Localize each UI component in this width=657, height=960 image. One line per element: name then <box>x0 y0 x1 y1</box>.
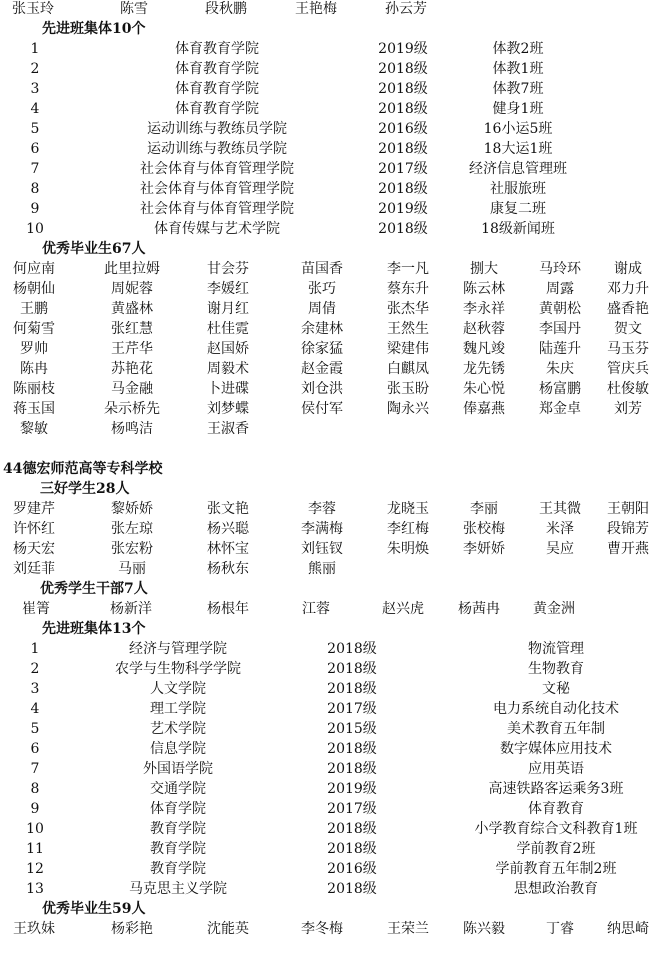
person-name: 张杰华 <box>387 301 429 317</box>
person-name: 马玉芬 <box>607 341 649 357</box>
name-row <box>0 399 657 419</box>
person-name: 张玉玲 <box>12 1 54 17</box>
section-heading: 先进班集体10个 <box>42 21 146 37</box>
person-name: 周露 <box>546 281 574 297</box>
college-name: 体育学院 <box>150 801 206 817</box>
grade-year: 2018级 <box>327 881 377 897</box>
grade-year: 2017级 <box>327 701 377 717</box>
grade-year: 2018级 <box>378 61 428 77</box>
table-row <box>0 199 657 219</box>
college-name: 经济与管理学院 <box>129 641 227 657</box>
person-name: 张红慧 <box>111 321 153 337</box>
person-name: 米泽 <box>546 521 574 537</box>
table-row <box>0 179 657 199</box>
class-name: 体育教育 <box>528 801 584 817</box>
row-number: 7 <box>30 161 40 177</box>
name-row <box>0 259 657 279</box>
class-name: 社服旅班 <box>490 181 546 197</box>
person-name: 李丽 <box>470 501 498 517</box>
person-name: 何应南 <box>13 261 55 277</box>
class-name: 生物教育 <box>528 661 584 677</box>
class-name: 16小运5班 <box>483 121 553 137</box>
class-name: 经济信息管理班 <box>469 161 567 177</box>
table-row <box>0 159 657 179</box>
college-name: 教育学院 <box>150 841 206 857</box>
class-name: 学前教育2班 <box>516 841 596 857</box>
section-heading: 优秀毕业生67人 <box>42 241 146 257</box>
person-name: 龙先锈 <box>463 361 505 377</box>
person-name: 朱庆 <box>546 361 574 377</box>
row-number: 1 <box>30 641 40 657</box>
class-name: 思想政治教育 <box>514 881 598 897</box>
row-number: 8 <box>30 181 40 197</box>
class-name: 18大运1班 <box>483 141 553 157</box>
name-row <box>0 919 657 939</box>
person-name: 俸嘉燕 <box>463 401 505 417</box>
person-name: 江蓉 <box>302 601 330 617</box>
person-name: 贺文 <box>614 321 642 337</box>
person-name: 周倩 <box>308 301 336 317</box>
table-row <box>0 139 657 159</box>
person-name: 张文艳 <box>207 501 249 517</box>
person-name: 侯付军 <box>301 401 343 417</box>
class-name: 物流管理 <box>528 641 584 657</box>
grade-year: 2018级 <box>327 841 377 857</box>
class-name: 电力系统自动化技术 <box>493 701 619 717</box>
person-name: 李媛红 <box>207 281 249 297</box>
name-row <box>0 319 657 339</box>
advanced-classes-table-a <box>0 39 657 239</box>
row-number: 9 <box>30 201 40 217</box>
table-row <box>0 859 657 879</box>
row-number: 2 <box>30 61 40 77</box>
graduates-grid-a <box>0 259 657 439</box>
person-name: 周毅术 <box>207 361 249 377</box>
person-name: 杜佳霓 <box>207 321 249 337</box>
college-name: 体育教育学院 <box>175 101 259 117</box>
person-name: 李一凡 <box>387 261 429 277</box>
row-number: 7 <box>30 761 40 777</box>
grade-year: 2017级 <box>378 161 428 177</box>
class-name: 美术教育五年制 <box>507 721 605 737</box>
class-name: 学前教育五年制2班 <box>495 861 617 877</box>
person-name: 朱明焕 <box>387 541 429 557</box>
row-number: 9 <box>30 801 40 817</box>
name-row <box>0 0 657 19</box>
row-number: 6 <box>30 141 40 157</box>
person-name: 刘廷菲 <box>13 561 55 577</box>
grade-year: 2019级 <box>378 201 428 217</box>
college-name: 信息学院 <box>150 741 206 757</box>
person-name: 许怀红 <box>13 521 55 537</box>
grade-year: 2019级 <box>327 781 377 797</box>
section-heading: 优秀学生干部7人 <box>40 581 148 597</box>
school-title: 44德宏师范高等专科学校 <box>3 461 163 477</box>
person-name: 马金融 <box>111 381 153 397</box>
table-row <box>0 779 657 799</box>
class-name: 文秘 <box>542 681 570 697</box>
table-row <box>0 799 657 819</box>
grade-year: 2017级 <box>327 801 377 817</box>
college-name: 社会体育与体育管理学院 <box>140 181 294 197</box>
college-name: 理工学院 <box>150 701 206 717</box>
person-name: 王玖妹 <box>13 921 55 937</box>
person-name: 周妮蓉 <box>111 281 153 297</box>
person-name: 王荣兰 <box>387 921 429 937</box>
grade-year: 2018级 <box>378 181 428 197</box>
person-name: 王淑香 <box>207 421 249 437</box>
college-name: 社会体育与体育管理学院 <box>140 201 294 217</box>
college-name: 交通学院 <box>150 781 206 797</box>
row-number: 10 <box>26 821 44 837</box>
person-name: 王艳梅 <box>295 1 337 17</box>
table-row <box>0 79 657 99</box>
name-row <box>0 359 657 379</box>
row-number: 11 <box>26 841 44 857</box>
name-row <box>0 559 657 579</box>
person-name: 张左琼 <box>111 521 153 537</box>
person-name: 陶永兴 <box>387 401 429 417</box>
person-name: 刘钰钗 <box>301 541 343 557</box>
person-name: 段锦芳 <box>607 521 649 537</box>
grade-year: 2016级 <box>327 861 377 877</box>
person-name: 杨根年 <box>207 601 249 617</box>
row-number: 5 <box>30 721 40 737</box>
row-number: 6 <box>30 741 40 757</box>
table-row <box>0 879 657 899</box>
table-row <box>0 759 657 779</box>
person-name: 黎敏 <box>20 421 48 437</box>
row-number: 8 <box>30 781 40 797</box>
section-heading: 先进班集体13个 <box>42 621 146 637</box>
table-row <box>0 679 657 699</box>
college-name: 人文学院 <box>150 681 206 697</box>
person-name: 刘芳 <box>614 401 642 417</box>
graduates-grid-b <box>0 919 657 939</box>
person-name: 朱心悦 <box>463 381 505 397</box>
person-name: 郑金卓 <box>539 401 581 417</box>
grade-year: 2018级 <box>327 761 377 777</box>
person-name: 黄金洲 <box>533 601 575 617</box>
grade-year: 2019级 <box>378 41 428 57</box>
person-name: 刘仓洪 <box>301 381 343 397</box>
person-name: 杨秋东 <box>207 561 249 577</box>
table-row <box>0 639 657 659</box>
table-row <box>0 59 657 79</box>
college-name: 体育传媒与艺术学院 <box>154 221 280 237</box>
class-name: 体教1班 <box>492 61 544 77</box>
person-name: 熊丽 <box>308 561 336 577</box>
class-name: 18级新闻班 <box>481 221 555 237</box>
person-name: 罗帅 <box>20 341 48 357</box>
person-name: 卜进碟 <box>207 381 249 397</box>
person-name: 陈云林 <box>463 281 505 297</box>
table-row <box>0 39 657 59</box>
person-name: 杨彩艳 <box>111 921 153 937</box>
person-name: 甘会芬 <box>207 261 249 277</box>
grade-year: 2018级 <box>378 101 428 117</box>
person-name: 苏艳花 <box>111 361 153 377</box>
person-name: 杨富鹏 <box>539 381 581 397</box>
grade-year: 2018级 <box>327 641 377 657</box>
person-name: 王芹华 <box>111 341 153 357</box>
name-row <box>0 339 657 359</box>
person-name: 丁睿 <box>546 921 574 937</box>
person-name: 赵兴虎 <box>382 601 424 617</box>
person-name: 赵金霞 <box>301 361 343 377</box>
grade-year: 2016级 <box>378 121 428 137</box>
person-name: 王鹏 <box>20 301 48 317</box>
person-name: 王其微 <box>539 501 581 517</box>
person-name: 陈丽枝 <box>13 381 55 397</box>
person-name: 谢成 <box>614 261 642 277</box>
person-name: 盛香艳 <box>607 301 649 317</box>
name-row <box>0 539 657 559</box>
person-name: 魏凡竣 <box>463 341 505 357</box>
person-name: 徐家猛 <box>301 341 343 357</box>
table-row <box>0 99 657 119</box>
person-name: 杨天宏 <box>13 541 55 557</box>
person-name: 李永祥 <box>463 301 505 317</box>
person-name: 马玲环 <box>539 261 581 277</box>
person-name: 林怀宝 <box>207 541 249 557</box>
person-name: 杨朝仙 <box>13 281 55 297</box>
person-name: 蒋玉国 <box>13 401 55 417</box>
table-row <box>0 719 657 739</box>
person-name: 赵国娇 <box>207 341 249 357</box>
name-row <box>0 499 657 519</box>
grade-year: 2018级 <box>327 741 377 757</box>
name-row <box>0 299 657 319</box>
row-number: 3 <box>30 681 40 697</box>
person-name: 朵示桥先 <box>104 401 160 417</box>
row-number: 12 <box>26 861 44 877</box>
person-name: 陈冉 <box>20 361 48 377</box>
person-name: 陈雪 <box>120 1 148 17</box>
person-name: 黄朝松 <box>539 301 581 317</box>
college-name: 体育教育学院 <box>175 81 259 97</box>
college-name: 外国语学院 <box>143 761 213 777</box>
college-name: 社会体育与体育管理学院 <box>140 161 294 177</box>
person-name: 余建林 <box>301 321 343 337</box>
person-name: 陈兴毅 <box>463 921 505 937</box>
cadres-row <box>0 599 657 619</box>
person-name: 沈能英 <box>207 921 249 937</box>
spacer <box>0 439 657 459</box>
person-name: 李红梅 <box>387 521 429 537</box>
person-name: 李妍娇 <box>463 541 505 557</box>
person-name: 杨兴聪 <box>207 521 249 537</box>
college-name: 运动训练与教练员学院 <box>147 121 287 137</box>
name-row <box>0 379 657 399</box>
person-name: 陆莲升 <box>539 341 581 357</box>
person-name: 王朝阳 <box>607 501 649 517</box>
person-name: 赵秋蓉 <box>463 321 505 337</box>
person-name: 杜俊敏 <box>607 381 649 397</box>
class-name: 小学教育综合文科教育1班 <box>474 821 638 837</box>
person-name: 孙云芳 <box>385 1 427 17</box>
college-name: 教育学院 <box>150 861 206 877</box>
person-name: 吴应 <box>546 541 574 557</box>
row-number: 13 <box>26 881 44 897</box>
person-name: 龙晓玉 <box>387 501 429 517</box>
name-row <box>0 419 657 439</box>
person-name: 杨茜冉 <box>458 601 500 617</box>
row-number: 10 <box>26 221 44 237</box>
person-name: 捌大 <box>470 261 498 277</box>
college-name: 农学与生物科学学院 <box>115 661 241 677</box>
person-name: 黎娇娇 <box>111 501 153 517</box>
table-row <box>0 119 657 139</box>
college-name: 运动训练与教练员学院 <box>147 141 287 157</box>
college-name: 体育教育学院 <box>175 41 259 57</box>
person-name: 杨新洋 <box>110 601 152 617</box>
person-name: 段秋鹏 <box>205 1 247 17</box>
row-number: 2 <box>30 661 40 677</box>
row-number: 5 <box>30 121 40 137</box>
row-number: 4 <box>30 701 40 717</box>
class-name: 体教2班 <box>492 41 544 57</box>
class-name: 数字媒体应用技术 <box>500 741 612 757</box>
class-name: 健身1班 <box>492 101 544 117</box>
grade-year: 2018级 <box>327 661 377 677</box>
class-name: 高速铁路客运乘务3班 <box>488 781 624 797</box>
person-name: 李满梅 <box>301 521 343 537</box>
name-row <box>0 519 657 539</box>
person-name: 李国丹 <box>539 321 581 337</box>
table-row <box>0 659 657 679</box>
grade-year: 2018级 <box>378 81 428 97</box>
table-row <box>0 219 657 239</box>
section-heading: 优秀毕业生59人 <box>42 901 146 917</box>
person-name: 梁建伟 <box>387 341 429 357</box>
college-name: 教育学院 <box>150 821 206 837</box>
person-name: 苗国香 <box>301 261 343 277</box>
table-row <box>0 839 657 859</box>
row-number: 3 <box>30 81 40 97</box>
person-name: 管庆兵 <box>607 361 649 377</box>
person-name: 谢月红 <box>207 301 249 317</box>
person-name: 曹开燕 <box>607 541 649 557</box>
section-heading: 三好学生28人 <box>40 481 130 497</box>
table-row <box>0 699 657 719</box>
person-name: 罗建芹 <box>13 501 55 517</box>
class-name: 康复二班 <box>490 201 546 217</box>
person-name: 此里拉姆 <box>104 261 160 277</box>
person-name: 马丽 <box>118 561 146 577</box>
person-name: 张巧 <box>308 281 336 297</box>
grade-year: 2018级 <box>327 821 377 837</box>
grade-year: 2015级 <box>327 721 377 737</box>
person-name: 李冬梅 <box>301 921 343 937</box>
person-name: 刘梦蝶 <box>207 401 249 417</box>
person-name: 白麒凤 <box>387 361 429 377</box>
three-good-grid <box>0 499 657 579</box>
person-name: 李蓉 <box>308 501 336 517</box>
grade-year: 2018级 <box>378 221 428 237</box>
person-name: 王然生 <box>387 321 429 337</box>
table-row <box>0 819 657 839</box>
college-name: 艺术学院 <box>150 721 206 737</box>
person-name: 杨鸣洁 <box>111 421 153 437</box>
college-name: 体育教育学院 <box>175 61 259 77</box>
grade-year: 2018级 <box>327 681 377 697</box>
row-number: 1 <box>30 41 40 57</box>
person-name: 张宏粉 <box>111 541 153 557</box>
person-name: 张玉盼 <box>387 381 429 397</box>
name-row <box>0 279 657 299</box>
college-name: 马克思主义学院 <box>129 881 227 897</box>
person-name: 何菊雪 <box>13 321 55 337</box>
person-name: 邓力升 <box>607 281 649 297</box>
grade-year: 2018级 <box>378 141 428 157</box>
table-row <box>0 739 657 759</box>
person-name: 张校梅 <box>463 521 505 537</box>
row-number: 4 <box>30 101 40 117</box>
advanced-classes-table-b <box>0 639 657 899</box>
class-name: 应用英语 <box>528 761 584 777</box>
person-name: 蔡东升 <box>387 281 429 297</box>
person-name: 纳思崎 <box>607 921 649 937</box>
class-name: 体教7班 <box>492 81 544 97</box>
person-name: 崔箐 <box>22 601 50 617</box>
person-name: 黄盛林 <box>111 301 153 317</box>
